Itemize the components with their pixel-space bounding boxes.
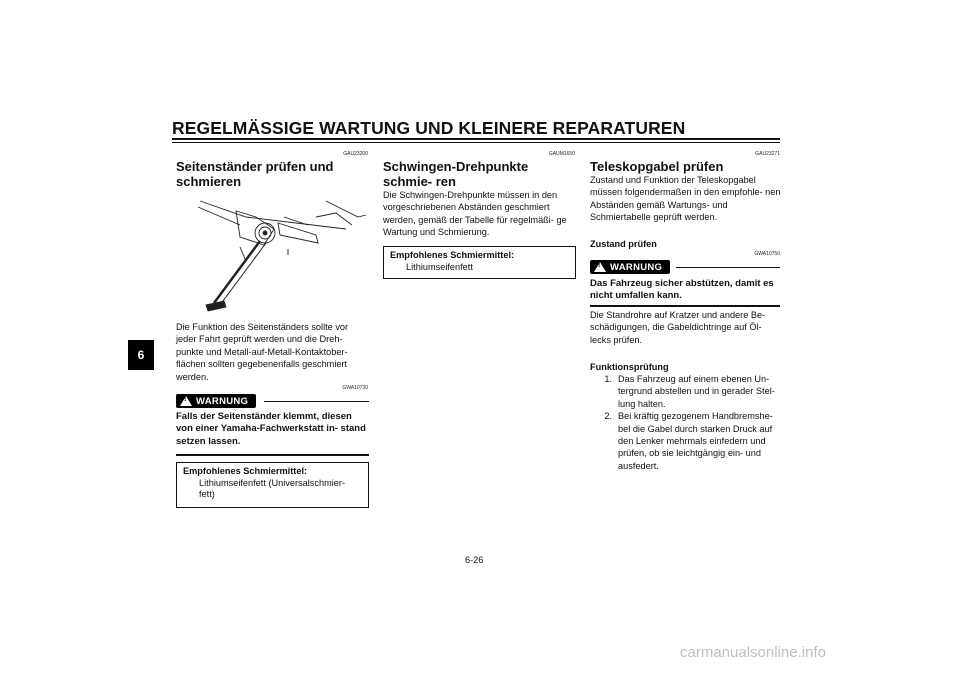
title-rule (172, 138, 780, 140)
section-code: GAU23271 (755, 151, 780, 157)
lubricant-value: Lithiumseifenfett (Universalschmier- fett) (199, 477, 346, 499)
warning-label: WARNUNG (610, 261, 663, 273)
warning-text: Falls der Seitenständer klemmt, diesen von einer Yamaha-Fachwerkstatt in- stand setzen lassen. (176, 411, 366, 447)
lubricant-box (176, 462, 369, 508)
section-code: GAUM1650 (548, 151, 575, 157)
warning-bar (590, 260, 780, 274)
warning-triangle-icon: ! (594, 262, 606, 272)
chapter-tab: 6 (128, 340, 154, 370)
title-rule-thin (172, 142, 780, 143)
lubricant-title: Empfohlenes Schmiermittel: (390, 250, 515, 260)
lubricant-title: Empfohlenes Schmiermittel: (183, 466, 308, 476)
section-heading-swingarm: Schwingen-Drehpunkte schmie- ren (383, 159, 529, 189)
section-heading-fork: Teleskopgabel prüfen (590, 159, 724, 174)
lubricant-value: Lithiumseifenfett (406, 261, 473, 272)
list-item (590, 373, 784, 410)
page-number: 6-26 (465, 555, 484, 565)
warning-end-rule (590, 305, 780, 307)
step-number: 1. (604, 374, 612, 384)
warning-line (676, 267, 780, 268)
swingarm-body: Die Schwingen-Drehpunkte müssen in den vorgeschriebenen Abständen geschmiert werden, gemäß der Tabelle für regelmäßi- ge Wartung und Schmierung. (383, 190, 567, 238)
warning-code: GWA10730 (342, 385, 368, 391)
list-item (590, 410, 784, 472)
section-heading-sidestand: Seitenständer prüfen und schmieren (176, 159, 334, 189)
warning-badge (590, 260, 670, 274)
warning-bar (176, 394, 369, 408)
warning-end-rule (176, 454, 369, 456)
page-title: REGELMÄSSIGE WARTUNG UND KLEINERE REPARATUREN (172, 118, 686, 138)
warning-code: GWA10750 (754, 251, 780, 257)
steps-list (590, 373, 784, 472)
step-number: 2. (604, 411, 612, 422)
subheading-function-test: Funktionsprüfung (590, 362, 669, 372)
warning-triangle-icon: ! (180, 396, 192, 406)
warning-line (264, 401, 369, 402)
step-text: Das Fahrzeug auf einem ebenen Un- tergrund abstellen und in gerader Stel- lung halten. (618, 374, 775, 409)
section-code: GAU23200 (343, 151, 368, 157)
warning-text: Das Fahrzeug sicher abstützen, damit es nicht umfallen kann. (590, 278, 774, 302)
fork-body: Zustand und Funktion der Teleskopgabel müssen folgendermaßen in den empfohle- nen Abständen gemäß Wartungs- und Schmiertabelle geprüft werden. (590, 175, 781, 223)
warning-badge (176, 394, 256, 408)
lubricant-box-swingarm (383, 246, 576, 279)
subheading-condition: Zustand prüfen (590, 239, 657, 249)
watermark: carmanualsonline.info (680, 644, 826, 661)
warning-label: WARNUNG (196, 395, 249, 407)
sidestand-body: Die Funktion des Seitenständers sollte vor jeder Fahrt geprüft werden und die Dreh- punkte und Metall-auf-Metall-Kontaktober- flächen sollten gegebenenfalls geschmiert werden. (176, 322, 349, 382)
sidestand-illustration (176, 195, 368, 317)
fork-inspection-body: Die Standrohre auf Kratzer und andere Be- schädigungen, die Gabeldichtringe auf Öl- lecks prüfen. (590, 310, 766, 345)
step-text: Bei kräftig gezogenem Handbremshe- bel die Gabel durch starken Druck auf den Lenker mehrmals einfedern und prüfen, ob sie leichtgängig ein- und ausfedert. (618, 411, 773, 471)
